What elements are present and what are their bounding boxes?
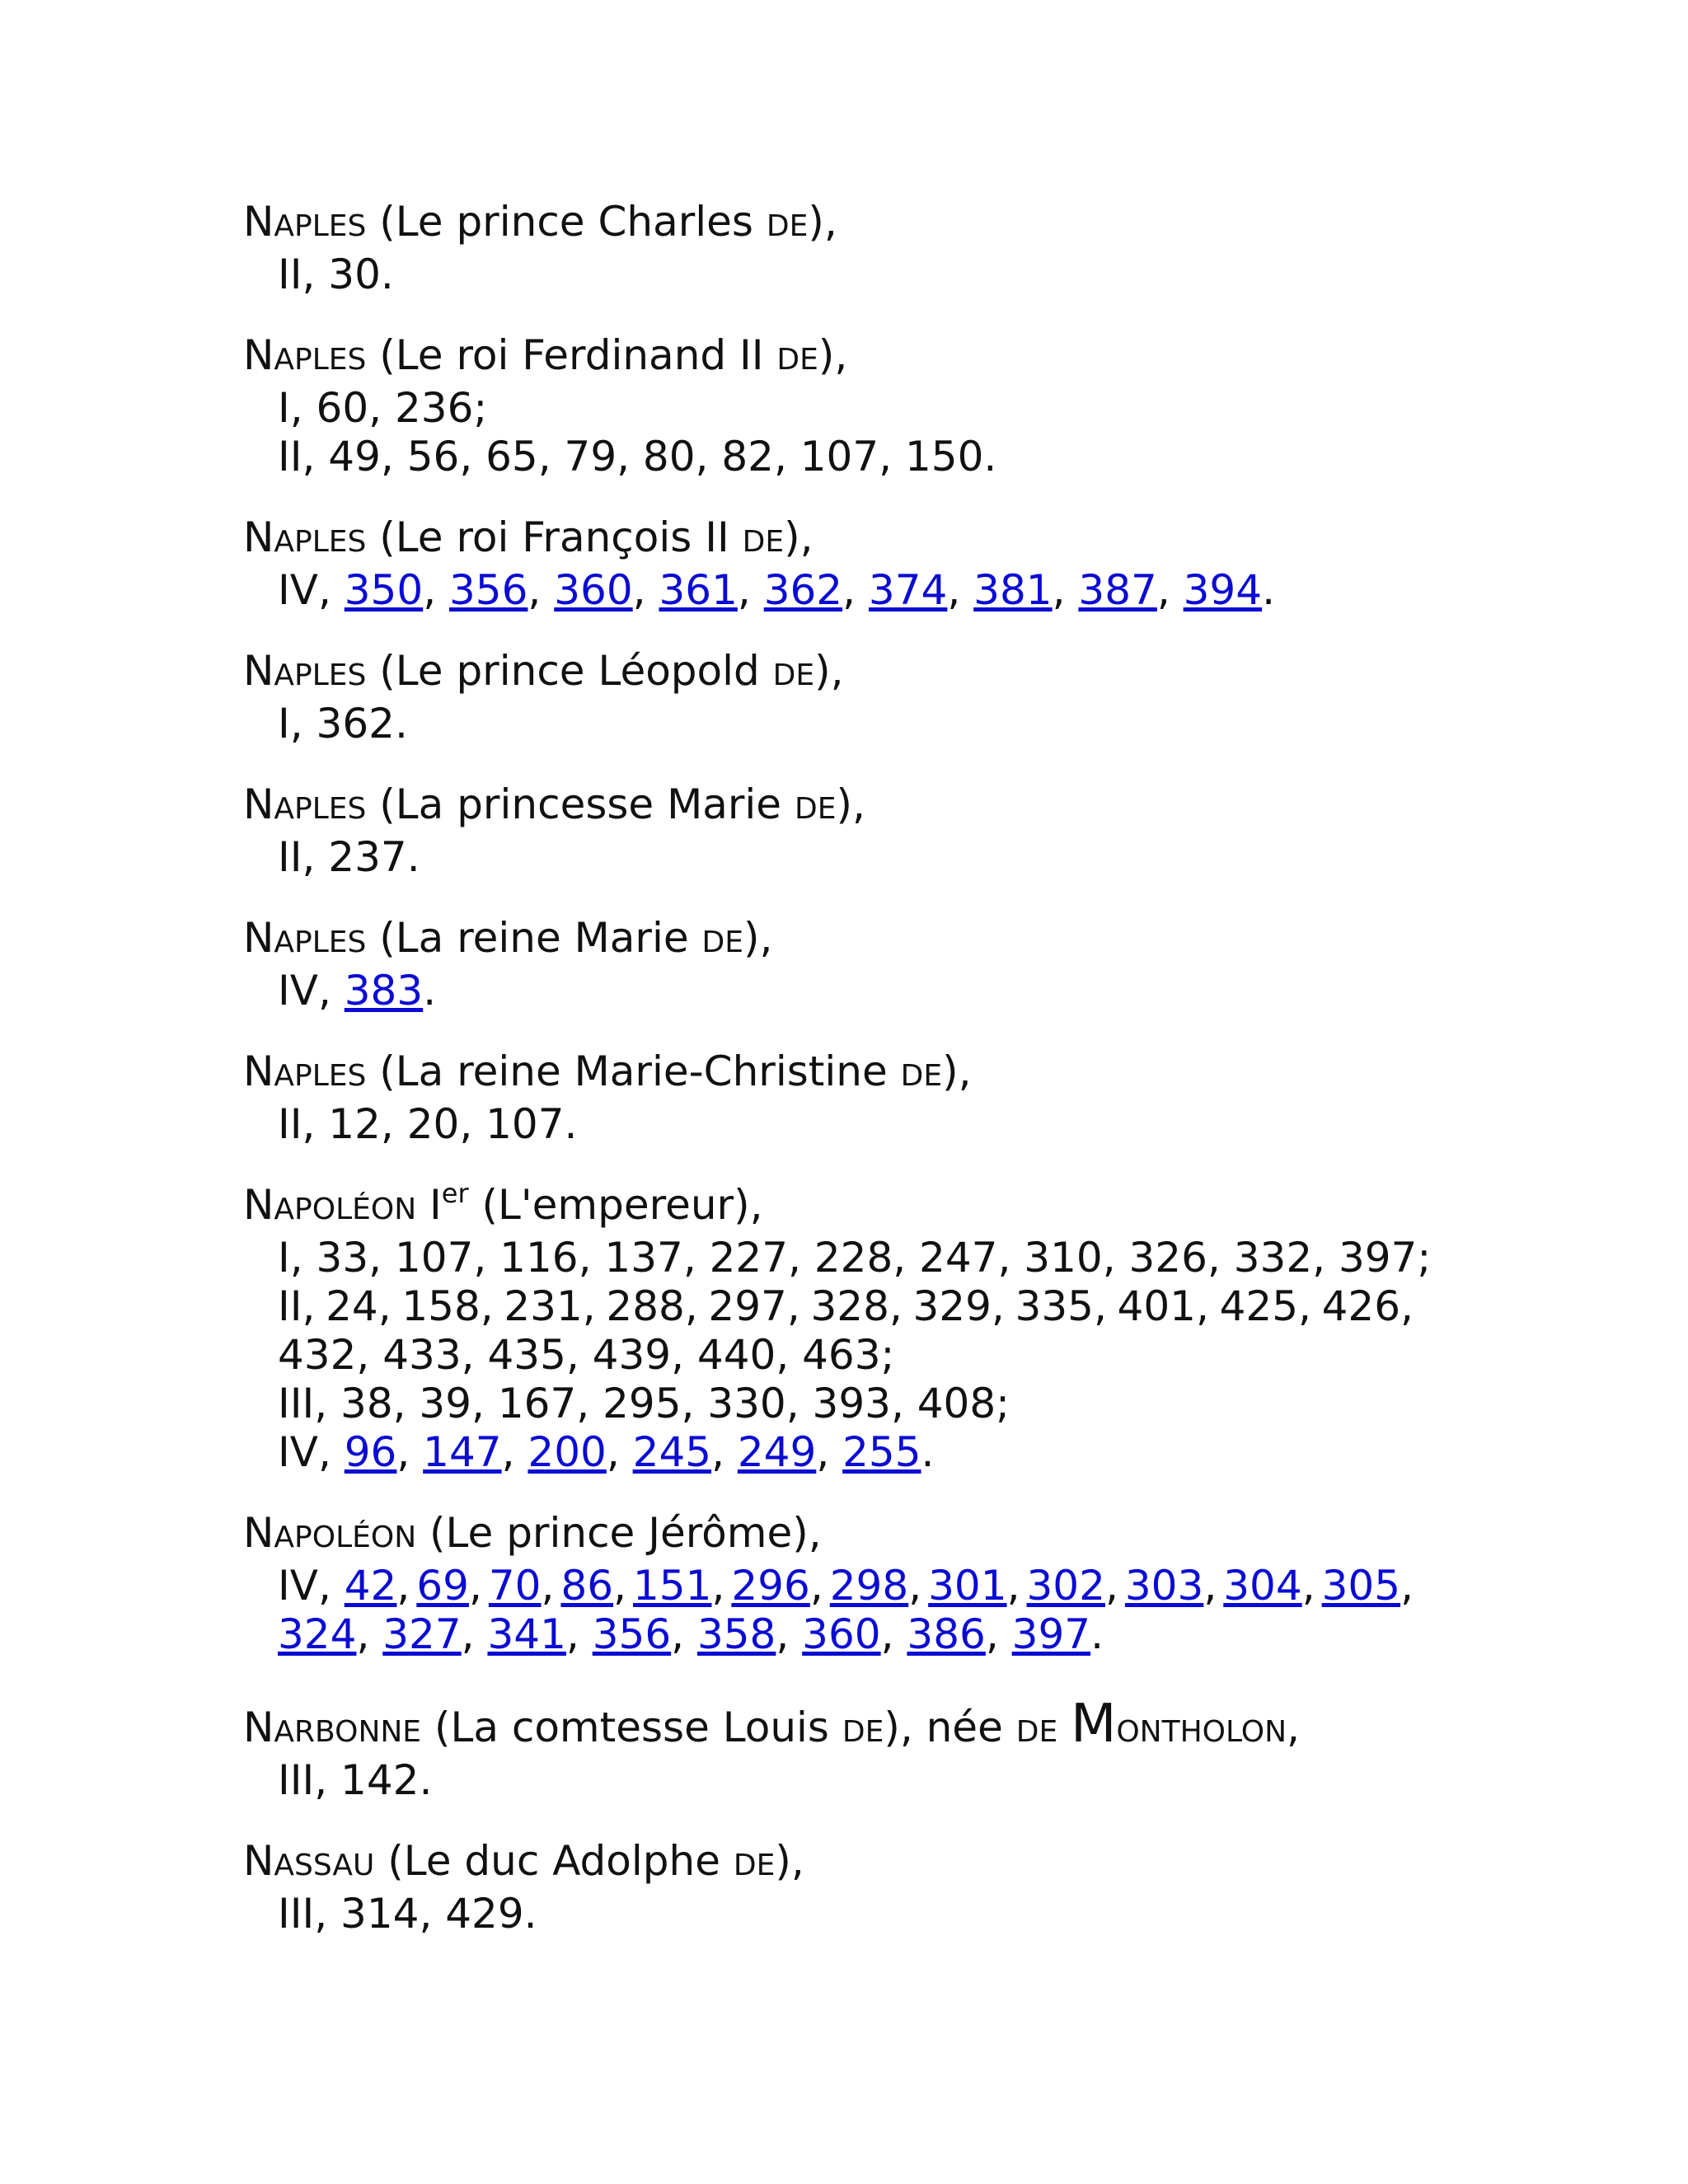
page-link[interactable]: 70	[488, 1562, 542, 1610]
page-ref: 297,	[708, 1282, 800, 1330]
page-link[interactable]: 360	[554, 566, 633, 614]
page-link[interactable]: 361	[659, 566, 738, 614]
page-refs-line: 324, 327, 341, 356, 358, 360, 386, 397.	[278, 1610, 1104, 1658]
page-link[interactable]: 394	[1183, 566, 1263, 614]
page-ref-group: 298,	[829, 1562, 922, 1610]
heading-superscript: er	[441, 1178, 469, 1209]
heading-punct: ),	[775, 1837, 804, 1885]
heading-text: (Le prince Léopold	[366, 647, 773, 695]
page-ref-group: IV, 42,	[278, 1562, 410, 1610]
index-entry	[243, 780, 1447, 882]
page-ref: 231,	[504, 1282, 596, 1330]
heading-smallcaps: APLES	[274, 792, 367, 826]
heading-particle: DE	[842, 1715, 884, 1749]
page-ref-group: 69,	[416, 1562, 482, 1610]
page-ref: 158,	[401, 1282, 494, 1330]
heading-initial-large: M	[1071, 1694, 1117, 1755]
page-link[interactable]: 303	[1124, 1562, 1204, 1610]
heading-text: (La comtesse Louis	[421, 1704, 842, 1751]
page-ref-group: 304,	[1223, 1562, 1315, 1610]
heading-punct: ),	[814, 647, 844, 695]
heading-initial: N	[243, 198, 274, 246]
index-entry	[243, 331, 1447, 481]
heading-text: ), née	[884, 1704, 1016, 1751]
heading-particle: DE	[733, 1849, 776, 1882]
page-link[interactable]: 381	[973, 566, 1053, 614]
index-entry	[243, 1694, 1447, 1805]
heading-text: (La reine Marie	[366, 914, 702, 962]
page-refs-line: II, 49, 56, 65, 79, 80, 82, 107, 150.	[278, 433, 997, 480]
page-link[interactable]: 374	[868, 566, 948, 614]
page-link[interactable]: 362	[763, 566, 843, 614]
heading-text: (Le duc Adolphe	[374, 1837, 734, 1885]
heading-initial: N	[243, 513, 274, 561]
page-refs-line: IV, 383.	[278, 967, 437, 1015]
volume-label: IV,	[278, 1562, 345, 1610]
page-link[interactable]: 86	[560, 1562, 614, 1610]
heading-text: (Le prince Charles	[366, 198, 767, 246]
index-entry	[243, 1837, 1447, 1938]
page-link[interactable]: 358	[696, 1610, 776, 1658]
page-link[interactable]: 324	[278, 1610, 357, 1658]
page-refs-line: I, 362.	[278, 700, 408, 748]
index-entry	[243, 914, 1447, 1015]
page-link[interactable]: 298	[829, 1562, 909, 1610]
page-ref: 426,	[1321, 1282, 1414, 1330]
page-ref: 288,	[606, 1282, 698, 1330]
heading-initial: N	[243, 1181, 274, 1229]
page-refs-line: III, 38, 39, 167, 295, 330, 393, 408;	[278, 1380, 1010, 1427]
index-page	[243, 198, 1447, 1971]
page-refs-line: I, 60, 236;	[278, 384, 488, 432]
page-refs-line-justified	[278, 1282, 1414, 1331]
page-link[interactable]: 360	[802, 1610, 881, 1658]
heading-punct: ,	[1287, 1704, 1300, 1751]
page-link[interactable]: 249	[737, 1428, 817, 1476]
heading-smallcaps: APOLÉON	[274, 1521, 417, 1554]
heading-text: (Le roi Ferdinand II	[366, 331, 777, 379]
volume-label: IV,	[278, 566, 345, 614]
page-link[interactable]: 304	[1223, 1562, 1302, 1610]
index-entry	[243, 198, 1447, 299]
entry-heading	[243, 198, 1447, 251]
page-refs-line: I, 33, 107, 116, 137, 227, 228, 247, 310, 326, 332, 397;	[278, 1234, 1432, 1282]
page-ref-group: 303,	[1124, 1562, 1217, 1610]
heading-punct: ),	[808, 198, 837, 246]
page-link[interactable]: 356	[592, 1610, 672, 1658]
page-ref: 329,	[912, 1282, 1005, 1330]
heading-punct: ),	[784, 513, 814, 561]
page-link[interactable]: 151	[633, 1562, 712, 1610]
heading-text: (Le prince Jérôme),	[416, 1509, 822, 1557]
heading-roman-numeral: I	[416, 1181, 442, 1229]
page-refs-line: II, 12, 20, 107.	[278, 1100, 578, 1148]
page-refs-line: IV, 96, 147, 200, 245, 249, 255.	[278, 1428, 935, 1476]
page-ref-group: 305,	[1321, 1562, 1414, 1610]
volume-label: IV,	[278, 1428, 345, 1476]
volume-label: IV,	[278, 967, 345, 1015]
page-ref-group: 70,	[488, 1562, 555, 1610]
page-refs-line: 432, 433, 435, 439, 440, 463;	[278, 1331, 895, 1379]
heading-initial: N	[243, 780, 274, 828]
heading-particle: DE	[900, 1059, 943, 1093]
heading-punct: ),	[743, 914, 773, 962]
heading-particle: DE	[742, 525, 785, 559]
heading-initial: N	[243, 914, 274, 962]
heading-particle: DE	[766, 209, 809, 243]
heading-text: (La reine Marie-Christine	[366, 1047, 901, 1095]
heading-initial: N	[243, 1704, 274, 1751]
heading-initial: N	[243, 647, 274, 695]
index-entry	[243, 513, 1447, 615]
page-ref: 401,	[1117, 1282, 1209, 1330]
heading-initial: N	[243, 1837, 274, 1885]
page-link[interactable]: 96	[344, 1428, 397, 1476]
entry-heading	[243, 1178, 1447, 1234]
page-ref: 328,	[810, 1282, 903, 1330]
heading-smallcaps: APLES	[274, 343, 367, 377]
heading-initial: N	[243, 1047, 274, 1095]
heading-smallcaps: APLES	[274, 525, 367, 559]
page-ref-group: 301,	[928, 1562, 1020, 1610]
heading-smallcaps: APOLÉON	[274, 1193, 417, 1226]
page-link[interactable]: 305	[1321, 1562, 1401, 1610]
index-entry	[243, 1047, 1447, 1149]
entry-heading	[243, 331, 1447, 384]
page-link[interactable]: 42	[344, 1562, 397, 1610]
heading-smallcaps: APLES	[274, 658, 367, 692]
page-refs-line: III, 314, 429.	[278, 1890, 537, 1938]
entry-heading	[243, 1837, 1447, 1890]
heading-text: (La princesse Marie	[366, 780, 795, 828]
index-entry	[243, 647, 1447, 748]
page-link[interactable]: 327	[382, 1610, 462, 1658]
page-link[interactable]: 301	[928, 1562, 1007, 1610]
page-link[interactable]: 383	[344, 967, 424, 1015]
page-refs-line: IV, 350, 356, 360, 361, 362, 374, 381, 387, 394.	[278, 566, 1275, 614]
page-link[interactable]: 255	[842, 1428, 921, 1476]
page-link[interactable]: 387	[1078, 566, 1157, 614]
entry-heading	[243, 780, 1447, 833]
entry-heading	[243, 513, 1447, 566]
page-ref: II,	[278, 1282, 316, 1330]
page-ref-group: 302,	[1026, 1562, 1118, 1610]
page-link[interactable]: 356	[448, 566, 528, 614]
page-ref-group: 296,	[731, 1562, 823, 1610]
page-link[interactable]: 200	[528, 1428, 607, 1476]
heading-smallcaps: ONTHOLON	[1116, 1715, 1287, 1749]
heading-text: (Le roi François II	[366, 513, 743, 561]
page-ref-group: 86,	[560, 1562, 626, 1610]
page-link[interactable]: 341	[487, 1610, 566, 1658]
page-refs-line: II, 30.	[278, 251, 394, 298]
heading-text: (L'empereur),	[468, 1181, 763, 1229]
entry-heading	[243, 1047, 1447, 1100]
page-link[interactable]: 350	[344, 566, 424, 614]
page-refs-line: III, 142.	[278, 1756, 433, 1804]
heading-punct: ),	[818, 331, 848, 379]
entry-heading	[243, 1509, 1447, 1562]
heading-smallcaps: APLES	[274, 1059, 367, 1093]
entry-heading	[243, 914, 1447, 967]
entry-heading	[243, 1694, 1447, 1756]
heading-particle: DE	[1015, 1715, 1058, 1749]
page-link[interactable]: 147	[423, 1428, 502, 1476]
heading-punct: ),	[836, 780, 865, 828]
page-ref: 425,	[1219, 1282, 1311, 1330]
heading-smallcaps: APLES	[274, 926, 367, 959]
page-ref: 24,	[326, 1282, 392, 1330]
page-ref: 335,	[1015, 1282, 1107, 1330]
page-link[interactable]: 302	[1026, 1562, 1105, 1610]
heading-smallcaps: APLES	[274, 209, 367, 243]
heading-particle: DE	[772, 658, 815, 692]
page-refs-line: II, 237.	[278, 833, 420, 881]
index-entry	[243, 1509, 1447, 1659]
index-entry	[243, 1178, 1447, 1477]
page-ref-group: 151,	[633, 1562, 725, 1610]
heading-smallcaps: ASSAU	[274, 1849, 375, 1882]
page-refs-line-justified	[278, 1562, 1414, 1610]
page-link[interactable]: 69	[416, 1562, 469, 1610]
heading-initial: N	[243, 1509, 274, 1557]
heading-particle: DE	[794, 792, 837, 826]
entry-heading	[243, 647, 1447, 700]
page-link[interactable]: 296	[731, 1562, 810, 1610]
heading-smallcaps: ARBONNE	[274, 1715, 422, 1749]
heading-initial: N	[243, 331, 274, 379]
heading-particle: DE	[776, 343, 818, 377]
heading-punct: ),	[942, 1047, 972, 1095]
page-link[interactable]: 397	[1011, 1610, 1091, 1658]
page-link[interactable]: 245	[632, 1428, 712, 1476]
page-link[interactable]: 386	[907, 1610, 986, 1658]
heading-particle: DE	[701, 926, 744, 959]
